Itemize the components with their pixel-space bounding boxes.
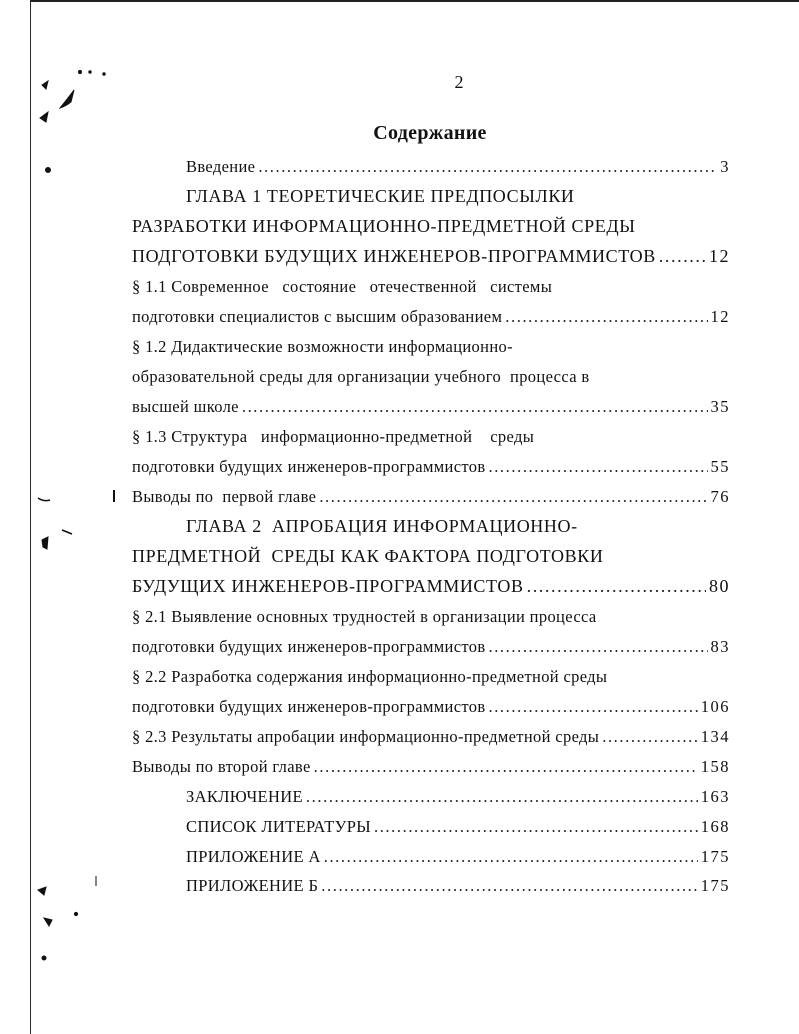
toc-leader-dots bbox=[488, 695, 697, 719]
toc-entry-text: высшей школе bbox=[132, 397, 239, 416]
toc-entry bbox=[132, 755, 730, 779]
toc-entry bbox=[186, 785, 730, 809]
speck-mark bbox=[89, 71, 91, 73]
toc-entry bbox=[132, 305, 730, 329]
toc-entry bbox=[132, 695, 730, 719]
scan-border-top bbox=[30, 0, 799, 2]
speck-mark bbox=[40, 112, 48, 122]
toc-entry-page: 83 bbox=[710, 637, 730, 656]
toc-chapter-line bbox=[132, 544, 730, 568]
toc-section-line bbox=[132, 365, 730, 389]
toc-section-line bbox=[132, 275, 618, 299]
toc-leader-dots bbox=[659, 244, 706, 268]
speck-mark bbox=[74, 912, 77, 915]
speck-mark bbox=[60, 90, 74, 108]
toc-leader-dots bbox=[242, 395, 708, 419]
speck-mark bbox=[44, 918, 52, 926]
toc-entry-text: § 2.3 Результаты апробации информационно-предметной среды bbox=[132, 727, 600, 746]
speck-mark bbox=[42, 81, 48, 89]
toc-entry bbox=[132, 455, 730, 479]
toc-entry-text: ГЛАВА 1 ТЕОРЕТИЧЕСКИЕ ПРЕДПОСЫЛКИ bbox=[186, 186, 575, 206]
toc-entry-page: 106 bbox=[700, 697, 730, 716]
speck-mark bbox=[103, 73, 105, 75]
toc-section-line bbox=[132, 605, 730, 629]
toc-entry-text: подготовки будущих инженеров-программистов bbox=[132, 457, 486, 476]
toc-leader-dots bbox=[505, 305, 707, 329]
toc-leader-dots bbox=[314, 755, 698, 779]
toc-entry-text: Выводы по второй главе bbox=[132, 757, 311, 776]
scan-marks-icon bbox=[0, 0, 120, 1034]
toc-entry-text: Введение bbox=[186, 157, 256, 176]
toc-chapter-line bbox=[132, 214, 730, 238]
toc-entry-text: ПРИЛОЖЕНИЕ А bbox=[186, 847, 321, 866]
toc-leader-dots bbox=[488, 455, 707, 479]
toc-entry-text: БУДУЩИХ ИНЖЕНЕРОВ-ПРОГРАММИСТОВ bbox=[132, 576, 524, 596]
toc-leader-dots bbox=[319, 485, 707, 509]
toc-entry-text: образовательной среды для организации учебного процесса в bbox=[132, 367, 590, 386]
toc-entry-text: подготовки будущих инженеров-программистов bbox=[132, 697, 486, 716]
toc-entry-page: 175 bbox=[700, 847, 730, 866]
toc-entry-page: 12 bbox=[709, 246, 730, 266]
toc-entry-page: 3 bbox=[720, 157, 730, 176]
page-number: 2 bbox=[454, 72, 464, 92]
toc-chapter-line bbox=[186, 514, 730, 538]
toc-entry-text: РАЗРАБОТКИ ИНФОРМАЦИОННО-ПРЕДМЕТНОЙ СРЕДЫ bbox=[132, 216, 636, 236]
toc-entry-text: § 2.1 Выявление основных трудностей в организации процесса bbox=[132, 607, 597, 626]
toc-entry-text: Выводы по первой главе bbox=[132, 487, 317, 506]
toc-leader-dots bbox=[324, 845, 698, 869]
toc-entry-page: 134 bbox=[700, 727, 730, 746]
speck-mark bbox=[78, 70, 81, 73]
toc-entry bbox=[132, 725, 730, 749]
toc-leader-dots bbox=[602, 725, 698, 749]
toc-entry-text: ГЛАВА 2 АПРОБАЦИЯ ИНФОРМАЦИОННО- bbox=[186, 516, 578, 536]
toc-entry bbox=[186, 874, 730, 898]
toc-entry-page: 158 bbox=[700, 757, 730, 776]
toc-entry bbox=[132, 485, 730, 509]
toc-entry-text: ПРИЛОЖЕНИЕ Б bbox=[186, 876, 319, 895]
toc-section-line bbox=[132, 425, 612, 449]
toc-entry bbox=[132, 395, 730, 419]
toc-leader-dots bbox=[488, 635, 707, 659]
toc-entry-page: 35 bbox=[710, 397, 730, 416]
speck-mark bbox=[62, 530, 72, 534]
speck-mark bbox=[38, 887, 46, 895]
toc-leader-dots bbox=[258, 155, 717, 179]
toc-entry-text: подготовки специалистов с высшим образованием bbox=[132, 307, 503, 326]
toc-section-line bbox=[132, 335, 730, 359]
toc-entry-page: 175 bbox=[700, 876, 730, 895]
toc-section-line bbox=[132, 665, 730, 689]
toc-entry-text: ПОДГОТОВКИ БУДУЩИХ ИНЖЕНЕРОВ-ПРОГРАММИСТОВ bbox=[132, 246, 656, 266]
toc-leader-dots bbox=[321, 874, 697, 898]
toc-entry bbox=[132, 244, 730, 268]
toc-entry-page: 168 bbox=[700, 817, 730, 836]
toc-entry-text: § 1.3 Структура информационно-предметной среды bbox=[132, 427, 535, 446]
speck-mark bbox=[42, 956, 46, 960]
toc-entry bbox=[186, 815, 730, 839]
toc-entry-text: § 2.2 Разработка содержания информационно-предметной среды bbox=[132, 667, 608, 686]
toc-leader-dots bbox=[374, 815, 698, 839]
toc-entry bbox=[132, 574, 730, 598]
toc-entry-text: СПИСОК ЛИТЕРАТУРЫ bbox=[186, 817, 371, 836]
toc-entry-text: § 1.2 Дидактические возможности информационно- bbox=[132, 337, 513, 356]
toc-entry-text: ПРЕДМЕТНОЙ СРЕДЫ КАК ФАКТОРА ПОДГОТОВКИ bbox=[132, 546, 604, 566]
toc-title: Содержание bbox=[373, 122, 487, 144]
toc-entry-page: 76 bbox=[710, 487, 730, 506]
toc-entry-page: 80 bbox=[709, 576, 730, 596]
toc-entry-text: подготовки будущих инженеров-программистов bbox=[132, 637, 486, 656]
toc-entry-page: 163 bbox=[700, 787, 730, 806]
toc-leader-dots bbox=[527, 574, 706, 598]
toc-entry bbox=[186, 845, 730, 869]
speck-mark bbox=[46, 168, 51, 173]
toc-entry bbox=[186, 155, 730, 179]
toc-entry-page: 55 bbox=[710, 457, 730, 476]
toc-leader-dots bbox=[306, 785, 698, 809]
toc-entry-page: 12 bbox=[710, 307, 730, 326]
speck-mark bbox=[38, 498, 50, 501]
toc-entry-text: § 1.1 Современное состояние отечественной системы bbox=[132, 277, 553, 296]
speck-mark bbox=[42, 537, 48, 549]
toc-entry-text: ЗАКЛЮЧЕНИЕ bbox=[186, 787, 303, 806]
toc-chapter-line bbox=[186, 184, 730, 208]
toc-entry bbox=[132, 635, 730, 659]
